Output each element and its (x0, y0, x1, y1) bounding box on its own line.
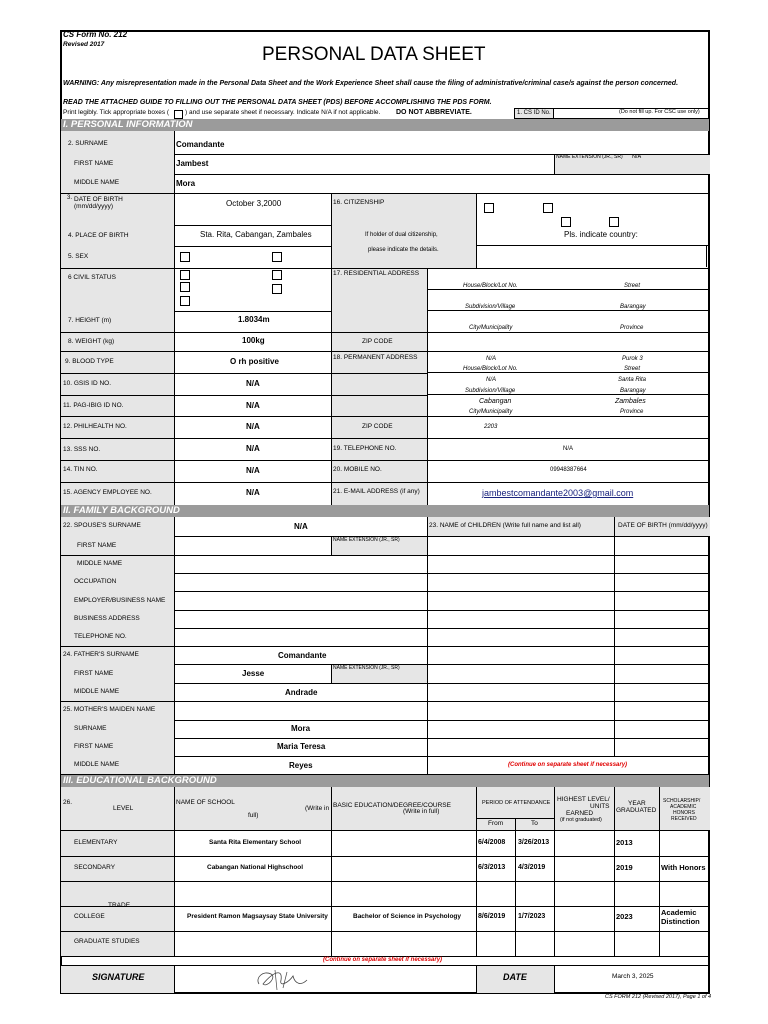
edu-honors-secondary[interactable]: With Honors (661, 863, 706, 872)
dual-note-2: please indicate the details. (368, 247, 439, 253)
children-dob-label: DATE OF BIRTH (mm/dd/yyyy) (618, 522, 708, 529)
sss-label: 13. SSS NO. (63, 446, 101, 453)
sss-value[interactable]: N/A (246, 444, 260, 453)
perm-subdivision-caption: Subdivision/Village (465, 388, 516, 394)
father-name-ext-label: NAME EXTENSION (JR., SR) (333, 665, 400, 671)
section-education-title: III. EDUCATIONAL BACKGROUND (63, 775, 217, 786)
edu-to-college[interactable]: 1/7/2023 (518, 913, 546, 920)
email-value[interactable]: jambestcomandante2003@gmail.com (482, 488, 634, 498)
edu-level-trade: TRADE (108, 902, 131, 906)
sex-female-checkbox[interactable] (272, 252, 282, 262)
citizenship-label: 16. CITIZENSHIP (333, 199, 385, 206)
philhealth-value[interactable]: N/A (246, 422, 260, 431)
height-value[interactable]: 1.8034m (238, 315, 270, 324)
perm-zip-value[interactable]: 2203 (484, 424, 498, 430)
name-ext-label: NAME EXTENSION (JR., SR) (556, 154, 623, 160)
spouse-middle-name-label: MIDDLE NAME (77, 560, 123, 567)
agency-label: 15. AGENCY EMPLOYEE NO. (63, 489, 152, 496)
tin-value[interactable]: N/A (246, 466, 260, 475)
edu-level-secondary: SECONDARY (74, 864, 116, 871)
read-guide-text: READ THE ATTACHED GUIDE TO FILLING OUT THE PERSONAL DATA SHEET (PDS) BEFORE ACCOMPLISHING THE PDS FORM. (63, 99, 492, 106)
education-period-label: PERIOD OF ATTENDANCE (482, 800, 551, 806)
education-course-label: BASIC EDUCATION/DEGREE/COURSE (333, 802, 451, 809)
res-city-caption: City/Municipality (469, 325, 513, 331)
education-to-label: To (531, 820, 538, 827)
education-highest-3: EARNED (566, 810, 594, 817)
tin-label: 14. TIN NO. (63, 466, 98, 473)
dob-format: (mm/dd/yyyy) (74, 203, 113, 210)
telephone-label: 19. TELEPHONE NO. (333, 445, 397, 452)
res-zip-label: ZIP CODE (362, 338, 393, 345)
edu-level-college: COLLEGE (74, 913, 105, 920)
print-legibly-text-b: ) and use separate sheet if necessary. Indicate N/A if not applicable. (185, 109, 381, 116)
spouse-surname-label: 22. SPOUSE'S SURNAME (63, 522, 141, 529)
business-address-label: BUSINESS ADDRESS (74, 615, 140, 622)
tick-sample-checkbox (174, 110, 183, 119)
civil-other-checkbox[interactable] (180, 296, 190, 306)
res-street-caption: Street (624, 283, 641, 289)
edu-level-graduate: GRADUATE STUDIES (74, 938, 140, 945)
cs-id-label: 1. CS ID No. (517, 110, 551, 116)
mother-surname-value[interactable]: Mora (291, 724, 311, 733)
cs-id-note: (Do not fill up. For CSC use only) (619, 109, 700, 115)
civil-separated-checkbox[interactable] (272, 284, 282, 294)
education-level-label: LEVEL (113, 805, 134, 812)
education-num: 26. (63, 799, 73, 806)
perm-province-caption: Province (620, 409, 644, 415)
edu-school-college[interactable]: President Ramon Magsaysay State University (187, 913, 328, 920)
education-highest-1: HIGHEST LEVEL/ (557, 796, 610, 803)
family-continue-note: (Continue on separate sheet if necessary) (508, 762, 628, 768)
name-ext-value[interactable]: N/A (632, 154, 642, 160)
civil-status-label: 6 CIVIL STATUS (68, 274, 116, 281)
father-first-name-label: FIRST NAME (74, 670, 114, 677)
pagibig-value[interactable]: N/A (246, 401, 260, 410)
gsis-value[interactable]: N/A (246, 379, 260, 388)
education-from-label: From (488, 820, 504, 827)
perm-barangay-value[interactable]: Santa Rita (618, 377, 647, 383)
perm-street-value[interactable]: Purok 3 (622, 356, 643, 362)
spouse-surname-value[interactable]: N/A (294, 522, 308, 531)
dual-note-1: If holder of dual citizenship, (365, 232, 438, 238)
pob-label: 4. PLACE OF BIRTH (68, 232, 129, 239)
edu-school-secondary[interactable]: Cabangan National Highschool (207, 864, 304, 871)
children-label: 23. NAME of CHILDREN (Write full name and list all) (429, 522, 581, 529)
mother-surname-label: SURNAME (74, 725, 107, 732)
father-first-value[interactable]: Jesse (242, 669, 265, 678)
perm-street-caption: Street (624, 366, 641, 372)
occupation-label: OCCUPATION (74, 578, 117, 585)
weight-label: 8. WEIGHT (kg) (68, 338, 115, 345)
pob-value[interactable]: Sta. Rita, Cabangan, Zambales (200, 230, 312, 239)
perm-province-value[interactable]: Zambales (615, 398, 646, 405)
page-footer-note: CS FORM 212 (Revised 2017), Page 1 of 4 (605, 994, 712, 1000)
telephone-value[interactable]: N/A (563, 446, 574, 452)
edu-school-elementary[interactable]: Santa Rita Elementary School (209, 839, 302, 846)
civil-married-checkbox[interactable] (272, 270, 282, 280)
pls-indicate-country: Pls. indicate country: (564, 230, 638, 239)
perm-city-value[interactable]: Cabangan (479, 398, 512, 405)
gsis-label: 10. GSIS ID NO. (63, 380, 112, 387)
blood-label: 9. BLOOD TYPE (65, 358, 114, 365)
do-not-abbreviate: DO NOT ABBREVIATE. (396, 109, 472, 116)
perm-subdivision-value[interactable]: N/A (486, 377, 497, 383)
res-house-caption: House/Block/Lot No. (463, 283, 518, 289)
edu-honors-college-1[interactable]: Academic (661, 908, 697, 917)
print-legibly-text-a: Print legibly. Tick appropriate boxes ( (63, 109, 170, 116)
father-middle-value[interactable]: Andrade (285, 688, 318, 697)
edu-year-college[interactable]: 2023 (616, 912, 633, 921)
mother-middle-name-label: MIDDLE NAME (74, 761, 120, 768)
perm-address-label: 18. PERMANENT ADDRESS (333, 354, 418, 361)
education-year-1: YEAR (628, 800, 646, 807)
dual-country-field[interactable] (477, 246, 707, 267)
perm-city-caption: City/Municipality (469, 409, 513, 415)
email-label: 21. E-MAIL ADDRESS (if any) (333, 488, 420, 495)
spouse-name-ext-label: NAME EXTENSION (JR., SR) (333, 537, 400, 543)
section-personal-header (61, 119, 709, 131)
res-province-caption: Province (620, 325, 644, 331)
blood-value[interactable]: O rh positive (230, 357, 279, 366)
edu-honors-college-2[interactable]: Distinction (661, 917, 700, 926)
education-highest-2: UNITS (590, 803, 610, 810)
weight-value[interactable]: 100kg (242, 336, 265, 345)
education-full: full) (248, 812, 259, 819)
edu-from-elementary[interactable]: 6/4/2008 (478, 839, 506, 846)
mobile-value[interactable]: 09948387664 (550, 467, 587, 473)
mother-first-name-label: FIRST NAME (74, 743, 114, 750)
sex-label: 5. SEX (68, 253, 89, 260)
signature-field[interactable] (175, 966, 475, 993)
edu-from-college[interactable]: 8/6/2019 (478, 913, 506, 920)
signature-label: SIGNATURE (92, 972, 145, 982)
perm-house-caption: House/Block/Lot No. (463, 366, 518, 372)
education-honors-2: ACADEMIC (670, 804, 697, 810)
date-value[interactable]: March 3, 2025 (612, 973, 654, 980)
perm-house-value[interactable]: N/A (486, 356, 497, 362)
philhealth-label: 12. PHILHEALTH NO. (63, 423, 127, 430)
father-middle-name-label: MIDDLE NAME (74, 688, 120, 695)
father-surname-value[interactable]: Comandante (278, 651, 327, 660)
civil-single-checkbox[interactable] (180, 270, 190, 280)
education-honors-1: SCHOLARSHIP/ (663, 798, 701, 804)
edu-to-elementary[interactable]: 3/26/2013 (518, 839, 550, 846)
dob-value[interactable]: October 3,2000 (226, 199, 282, 208)
citizenship-birth-checkbox[interactable] (561, 217, 571, 227)
surname-value[interactable]: Comandante (176, 140, 225, 149)
date-label: DATE (503, 972, 527, 982)
father-surname-label: 24. FATHER'S SURNAME (63, 651, 139, 658)
form-number: CS Form No. 212 (63, 30, 128, 39)
employer-label: EMPLOYER/BUSINESS NAME (74, 597, 166, 604)
warning-text: WARNING: Any misrepresentation made in the Personal Data Sheet and the Work Experience Sheet shall cause the filing of administrative/criminal case/s against the person concerned. (63, 80, 679, 87)
education-honors-4: RECEIVED (671, 816, 697, 822)
edu-level-elementary: ELEMENTARY (74, 839, 118, 846)
edu-year-elementary[interactable]: 2013 (616, 838, 633, 847)
perm-barangay-caption: Barangay (620, 388, 646, 394)
res-subdivision-caption: Subdivision/Village (465, 304, 516, 310)
page-title: PERSONAL DATA SHEET (262, 44, 486, 65)
edu-year-secondary[interactable]: 2019 (616, 863, 633, 872)
spouse-first-name-label: FIRST NAME (77, 542, 117, 549)
res-address-label: 17. RESIDENTIAL ADDRESS (333, 270, 420, 277)
res-barangay-caption: Barangay (620, 304, 646, 310)
mobile-label: 20. MOBILE NO. (333, 466, 382, 473)
mother-middle-value[interactable]: Reyes (289, 761, 313, 770)
section-family-title: II. FAMILY BACKGROUND (63, 505, 180, 516)
education-year-2: GRADUATED (616, 807, 657, 814)
citizenship-dual-checkbox[interactable] (543, 203, 553, 213)
citizenship-filipino-checkbox[interactable] (484, 203, 494, 213)
spouse-telephone-label: TELEPHONE NO. (74, 633, 127, 640)
middle-name-label: MIDDLE NAME (74, 179, 120, 186)
agency-value[interactable]: N/A (246, 488, 260, 497)
first-name-value[interactable]: Jambest (176, 159, 209, 168)
pagibig-label: 11. PAG-IBIG ID NO. (63, 402, 124, 409)
civil-widowed-checkbox[interactable] (180, 282, 190, 292)
education-school-label: NAME OF SCHOOL (176, 799, 235, 806)
signature-scribble-icon (253, 966, 313, 992)
section-family-header (61, 505, 709, 517)
sex-male-checkbox[interactable] (180, 252, 190, 262)
first-name-label: FIRST NAME (74, 160, 114, 167)
education-honors-3: HONORS (673, 810, 695, 816)
edu-level-trade-cell (62, 882, 173, 906)
citizenship-naturalization-checkbox[interactable] (609, 217, 619, 227)
surname-label: 2. SURNAME (68, 140, 108, 147)
edu-from-secondary[interactable]: 6/3/2013 (478, 864, 506, 871)
education-highest-4: (if not graduated) (560, 817, 602, 823)
education-course-write: (Write in full) (403, 808, 440, 815)
section-personal-title: I. PERSONAL INFORMATION (63, 119, 193, 130)
section-education-header (61, 775, 709, 787)
dob-label: DATE OF BIRTH (74, 196, 123, 203)
height-label: 7. HEIGHT (m) (68, 317, 112, 324)
middle-name-value[interactable]: Mora (176, 179, 196, 188)
edu-course-college[interactable]: Bachelor of Science in Psychology (353, 913, 462, 920)
education-write-in: (Write in (305, 805, 330, 812)
revised-label: Revised 2017 (63, 41, 105, 48)
mother-maiden-label: 25. MOTHER'S MAIDEN NAME (63, 706, 156, 713)
education-continue-note: (Continue on separate sheet if necessary) (323, 957, 443, 963)
edu-to-secondary[interactable]: 4/3/2019 (518, 864, 546, 871)
dob-label-num: 3. (67, 195, 73, 201)
mother-first-value[interactable]: Maria Teresa (277, 742, 326, 751)
perm-zip-label: ZIP CODE (362, 423, 393, 430)
